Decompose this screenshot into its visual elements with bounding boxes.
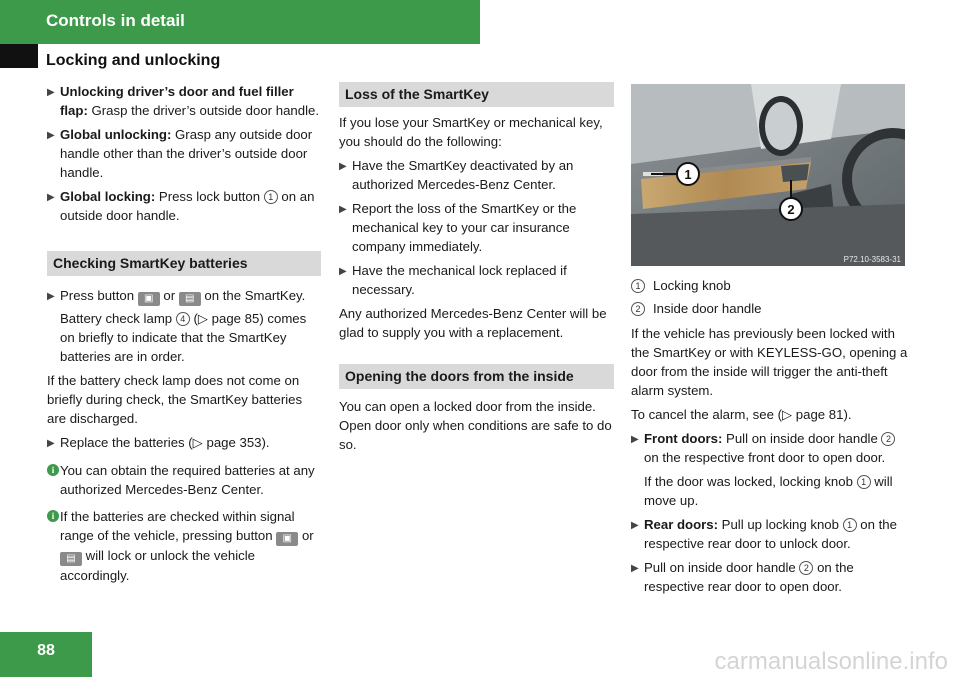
photo-code: P72.10-3583-31 [843,255,901,264]
list-text: Pull on inside door handle [644,560,800,575]
text: Battery check lamp [60,311,176,326]
callout-number: 2 [799,561,813,575]
section-heading-opening: Opening the doors from the inside [339,364,614,389]
column-right [631,82,908,601]
legend-text: Inside door handle [653,301,762,316]
callout-number: 1 [843,518,857,532]
indented-text [47,309,321,366]
list-text: Report the loss of the SmartKey or the mechanical key to your car insurance company immediately. [352,201,577,254]
list-text: on the respective rear door to unlock door. [644,517,897,551]
info-note [47,507,321,585]
bullet-arrow-icon: ▶ [339,161,347,172]
info-icon: i [47,464,59,476]
list-item [339,199,614,256]
list-item [339,156,614,194]
list-text: on an outside door handle. [60,189,315,223]
callout-1-label: 1 [684,167,692,182]
door-illustration [631,84,905,266]
callout-2-label: 2 [787,202,795,217]
list-item [339,261,614,299]
list-item [47,82,321,120]
list-item [47,286,321,306]
door-interior-photo [631,84,905,266]
list-text: or [159,288,179,303]
legend-item [631,276,908,295]
list-text: Grasp any outside door handle other than the driver’s outside door handle. [60,127,313,180]
paragraph: If the vehicle has previously been locked with the SmartKey or with KEYLESS-GO, opening a door from the inside will trigger the anti-theft alarm system. [631,326,908,398]
legend-item [631,299,908,318]
callout-number: 2 [881,432,895,446]
paragraph: To cancel the alarm, see (▷ page 81). [631,407,852,422]
page-subtitle: Locking and unlocking [46,52,221,69]
list-item [631,429,908,467]
text: will move up. [644,474,893,508]
paragraph: If you lose your SmartKey or mechanical key, you should do the following: [339,115,603,149]
bullet-arrow-icon: ▶ [631,520,639,531]
info-note [47,461,321,499]
bullet-arrow-icon: ▶ [631,434,639,445]
list-text: Replace the batteries (▷ page 353). [60,435,270,450]
bullet-arrow-icon: ▶ [339,266,347,277]
list-item [47,187,321,225]
list-text: Press lock button [155,189,264,204]
bullet-arrow-icon: ▶ [339,204,347,215]
bullet-arrow-icon: ▶ [47,438,55,449]
bullet-arrow-icon: ▶ [631,563,639,574]
section-tab-marker [0,44,38,68]
paragraph: You can open a locked door from the inside. Open door only when conditions are safe to do so. [339,399,612,452]
callout-number: 2 [631,302,645,316]
list-text: on the respective front door to open door. [644,450,886,465]
lock-icon: ▣ [276,532,298,546]
text: (▷ page 85) comes on briefly to indicate that the SmartKey batteries are in order. [60,311,307,364]
column-middle [339,82,614,459]
indented-text [631,472,908,510]
bold-term: Global locking: [60,189,156,204]
list-text: on the SmartKey. [200,288,306,303]
info-text: If the batteries are checked within signal range of the vehicle, pressing button [60,509,295,543]
section-heading-loss: Loss of the SmartKey [339,82,614,107]
callout-number: 1 [857,475,871,489]
list-text: Press button [60,288,138,303]
info-text: or [298,528,314,543]
text: If the door was locked, locking knob [644,474,857,489]
bullet-arrow-icon: ▶ [47,130,55,141]
bold-term: Rear doors: [644,517,719,532]
list-text: Pull up locking knob [718,517,843,532]
bullet-arrow-icon: ▶ [47,291,55,302]
callout-number: 4 [176,312,190,326]
section-heading-batteries: Checking SmartKey batteries [47,251,321,276]
bold-term: Front doors: [644,431,723,446]
watermark: carmanualsonline.info [714,648,948,675]
bullet-arrow-icon: ▶ [47,87,55,98]
bold-term: Global unlocking: [60,127,172,142]
list-item [47,433,321,452]
bold-term: Unlocking driver’s door and fuel filler flap: [60,84,294,118]
column-left [47,82,321,593]
info-text: will lock or unlock the vehicle accordingly. [60,548,255,583]
info-text: You can obtain the required batteries at any authorized Mercedes-Benz Center. [60,463,315,497]
list-text: on the respective rear door to open door. [644,560,854,594]
info-icon: i [47,510,59,522]
bullet-arrow-icon: ▶ [47,192,55,203]
list-item [631,558,908,596]
list-text: Have the mechanical lock replaced if necessary. [352,263,567,297]
unlock-icon: ▤ [60,552,82,566]
list-text: Grasp the driver’s outside door handle. [87,103,320,118]
paragraph: If the battery check lamp does not come on briefly during check, the SmartKey batteries are discharged. [47,373,303,426]
callout-number: 1 [631,279,645,293]
paragraph: Any authorized Mercedes-Benz Center will be glad to supply you with a replacement. [339,306,607,340]
list-item [47,125,321,182]
callout-number: 1 [264,190,278,204]
list-text: Pull on inside door handle [722,431,882,446]
unlock-icon: ▤ [179,292,201,306]
chapter-title: Controls in detail [46,11,185,30]
list-item [631,515,908,553]
page-number: 88 [37,642,55,659]
list-text: Have the SmartKey deactivated by an authorized Mercedes-Benz Center. [352,158,574,192]
legend-text: Locking knob [653,278,731,293]
lock-icon: ▣ [138,292,160,306]
